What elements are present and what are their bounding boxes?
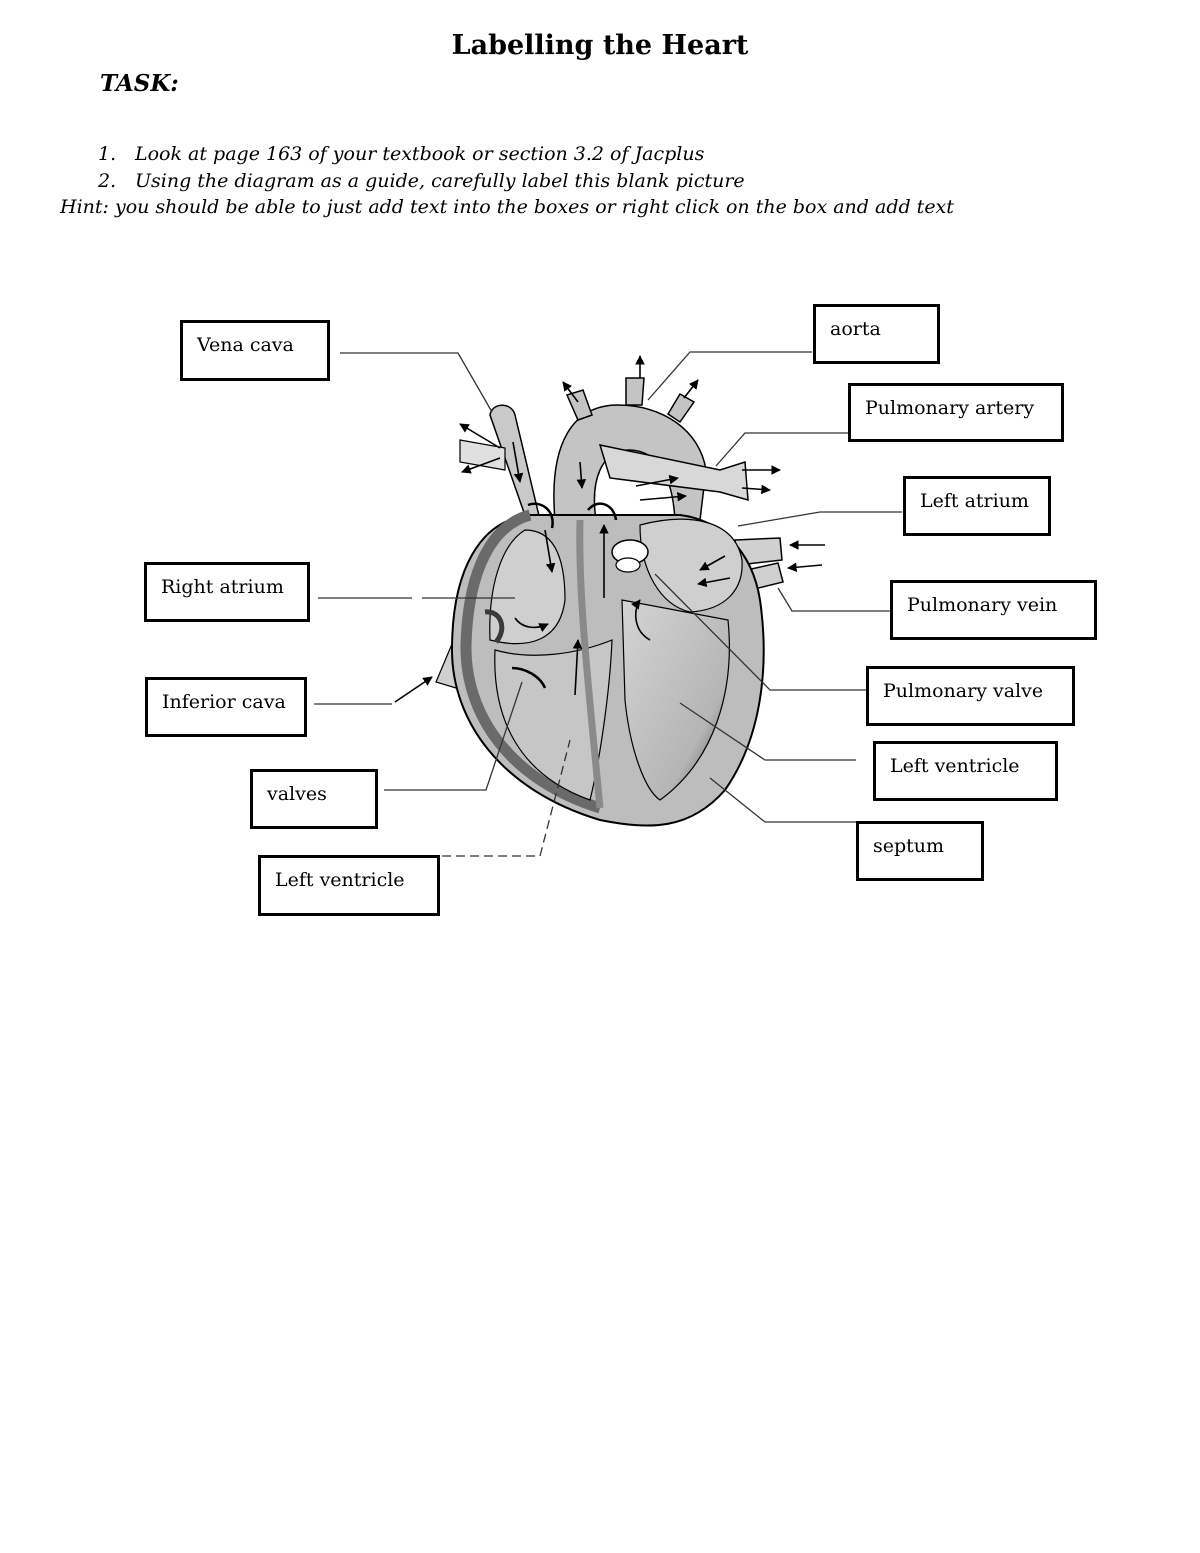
label-aorta[interactable]: aorta [813, 304, 940, 364]
right-pulmonary-vessel [460, 440, 505, 470]
label-pulmonary-artery[interactable]: Pulmonary artery [848, 383, 1064, 442]
leader-line-aorta [648, 352, 812, 400]
task-heading: TASK: [100, 70, 179, 97]
leader-line-septum [710, 778, 856, 822]
label-inferior-cava[interactable]: Inferior cava [145, 677, 307, 737]
label-right-atrium[interactable]: Right atrium [144, 562, 310, 622]
label-pulmonary-vein[interactable]: Pulmonary vein [890, 580, 1097, 640]
instruction-number: 1. [98, 143, 117, 165]
label-left-ventricle-right[interactable]: Left ventricle [873, 741, 1058, 801]
leader-line-pulmonary-vein [778, 588, 890, 611]
page-title: Labelling the Heart [451, 30, 749, 61]
aorta-branch [668, 394, 694, 422]
instruction-number: 2. [98, 170, 117, 192]
leader-line-pulmonary-artery [716, 433, 848, 466]
pulmonary-valve-opening [616, 558, 640, 572]
label-septum[interactable]: septum [856, 821, 984, 881]
hint-text: Hint: you should be able to just add text into the boxes or right click on the box and add text [60, 196, 954, 218]
aorta-branch [567, 390, 592, 420]
leader-line-vena-cava [340, 353, 492, 412]
label-pulmonary-valve[interactable]: Pulmonary valve [866, 666, 1075, 726]
instruction-text: Using the diagram as a guide, carefully label this blank picture [135, 170, 745, 192]
label-left-ventricle-left[interactable]: Left ventricle [258, 855, 440, 916]
instruction-text: Look at page 163 of your textbook or section 3.2 of Jacplus [135, 143, 705, 165]
aorta-branch [626, 378, 644, 405]
label-valves[interactable]: valves [250, 769, 378, 829]
label-vena-cava[interactable]: Vena cava [180, 320, 330, 381]
leader-line-left-atrium [738, 512, 902, 526]
label-left-atrium[interactable]: Left atrium [903, 476, 1051, 536]
